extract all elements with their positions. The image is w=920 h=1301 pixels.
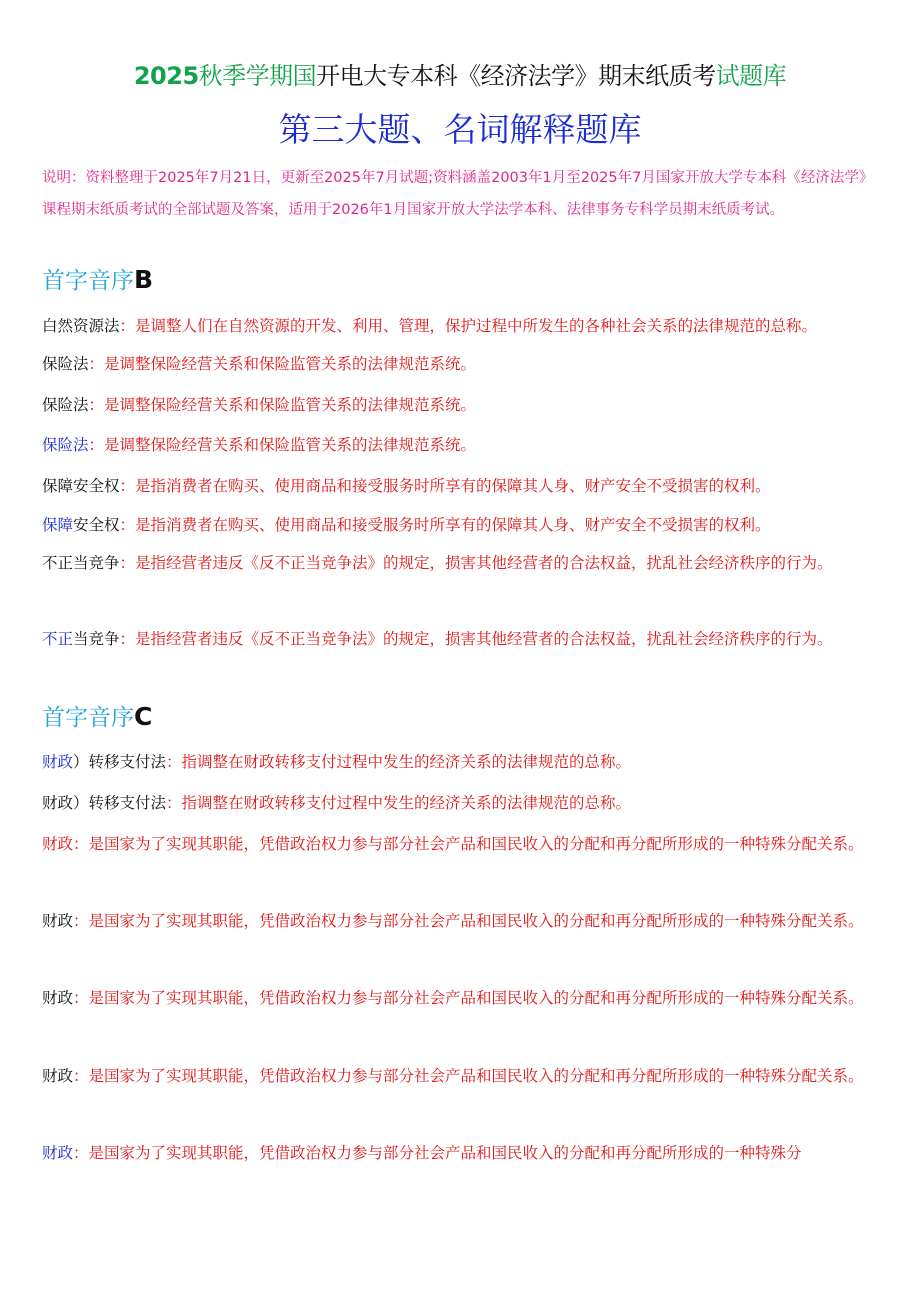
term-definition: 是国家为了实现其职能，凭借政治权力参与部分社会产品和国民收入的分配和再分配所形成的一种特殊分 <box>88 1144 802 1162</box>
term-head: 保障 <box>42 516 74 534</box>
term-definition: 指调整在财政转移支付过程中发生的经济关系的法律规范的总称。 <box>181 753 632 771</box>
term-entry <box>42 346 887 383</box>
term-definition: 是调整保险经营关系和保险监管关系的法律规范系统。 <box>104 436 477 454</box>
term-sep: ： <box>119 516 136 534</box>
term-entry <box>42 468 887 505</box>
term-sep: ： <box>119 630 136 648</box>
term-definition: 是指消费者在购买、使用商品和接受服务时所享有的保障其人身、财产安全不受损害的权利。 <box>135 516 771 534</box>
term-head: 保险法 <box>42 396 89 414</box>
term-definition: 是国家为了实现其职能，凭借政治权力参与部分社会产品和国民收入的分配和再分配所形成的一种特殊分配关系。 <box>88 912 864 930</box>
term-definition: 是调整保险经营关系和保险监管关系的法律规范系统。 <box>104 355 477 373</box>
section-heading-c <box>42 700 152 735</box>
term-sep: ： <box>73 1067 89 1085</box>
term-entry <box>42 507 887 544</box>
section-label: 首字音序 <box>42 705 134 731</box>
term-definition: 指调整在财政转移支付过程中发生的经济关系的法律规范的总称。 <box>181 794 632 812</box>
term-entry <box>42 1058 887 1095</box>
term-entry <box>42 903 887 940</box>
term-sep: ： <box>119 554 136 572</box>
section-label: 首字音序 <box>42 268 134 294</box>
title-end: 试题库 <box>715 62 787 90</box>
term-head: 财政 <box>42 989 74 1007</box>
section-heading-b <box>42 263 153 298</box>
term-entry <box>42 1135 887 1172</box>
term-definition: 是调整保险经营关系和保险监管关系的法律规范系统。 <box>104 396 477 414</box>
title-year: 2025 <box>133 62 199 90</box>
term-definition: 是国家为了实现其职能，凭借政治权力参与部分社会产品和国民收入的分配和再分配所形成的一种特殊分配关系。 <box>88 989 864 1007</box>
term-sep: ： <box>73 835 89 853</box>
term-sep: ： <box>166 753 182 771</box>
term-sep: ： <box>73 1144 89 1162</box>
term-definition: 是国家为了实现其职能，凭借政治权力参与部分社会产品和国民收入的分配和再分配所形成的一种特殊分配关系。 <box>88 835 864 853</box>
term-definition: 是指经营者违反《反不正当竞争法》的规定，损害其他经营者的合法权益，扰乱社会经济秩序的行为。 <box>135 630 833 648</box>
term-sep: ： <box>119 317 136 335</box>
description-note: 说明：资料整理于2025年7月21日，更新至2025年7月试题;资料涵盖2003年1月至2025年7月国家开放大学专本科《经济法学》课程期末纸质考试的全部试题及答案，适用于2026年1月国家开放大学法学本科、法律事务专科学员期末纸质考试。 <box>42 170 874 218</box>
term-name: ）转移支付法 <box>73 794 167 812</box>
term-entry <box>42 621 887 658</box>
term-definition: 是指经营者违反《反不正当竞争法》的规定，损害其他经营者的合法权益，扰乱社会经济秩序的行为。 <box>135 554 833 572</box>
term-entry <box>42 545 887 582</box>
term-entry <box>42 387 887 424</box>
term-sep: ： <box>88 396 105 414</box>
term-definition: 是调整人们在自然资源的开发、利用、管理，保护过程中所发生的各种社会关系的法律规范的总称。 <box>135 317 818 335</box>
term-sep: ： <box>119 477 136 495</box>
document-title <box>0 58 920 94</box>
term-head: 财政 <box>42 912 74 930</box>
term-name: ）转移支付法 <box>73 753 167 771</box>
term-name: 安全权 <box>73 477 120 495</box>
term-name: 当竞争 <box>73 630 120 648</box>
term-entry <box>42 826 887 863</box>
term-head: 保障 <box>42 477 74 495</box>
term-head: 财政 <box>42 794 74 812</box>
term-head: 财政 <box>42 753 74 771</box>
term-head: 白然 <box>42 317 74 335</box>
term-head: 不正 <box>42 554 74 572</box>
section-letter: B <box>134 265 154 294</box>
term-definition: 是国家为了实现其职能，凭借政治权力参与部分社会产品和国民收入的分配和再分配所形成的一种特殊分配关系。 <box>88 1067 864 1085</box>
term-head: 财政 <box>42 835 74 853</box>
term-entry <box>42 980 887 1017</box>
title-season: 秋季学期国 <box>198 62 317 90</box>
term-entry <box>42 427 887 464</box>
term-name: 当竞争 <box>73 554 120 572</box>
term-sep: ： <box>166 794 182 812</box>
term-sep: ： <box>73 912 89 930</box>
section-letter: C <box>134 702 153 731</box>
term-sep: ： <box>88 355 105 373</box>
term-sep: ： <box>88 436 105 454</box>
term-head: 保险法 <box>42 355 89 373</box>
title-main: 开电大专本科《经济法学》期末纸质考 <box>316 62 716 90</box>
document-subtitle: 第三大题、名词解释题库 <box>278 110 642 149</box>
term-definition: 是指消费者在购买、使用商品和接受服务时所享有的保障其人身、财产安全不受损害的权利。 <box>135 477 771 495</box>
term-head: 财政 <box>42 1144 74 1162</box>
term-head: 财政 <box>42 1067 74 1085</box>
term-name: 安全权 <box>73 516 120 534</box>
term-entry <box>42 308 887 345</box>
term-head: 不正 <box>42 630 74 648</box>
term-head: 保险法 <box>42 436 89 454</box>
term-sep: ： <box>73 989 89 1007</box>
term-name: 资源法 <box>73 317 120 335</box>
term-entry <box>42 744 887 781</box>
term-entry <box>42 785 887 822</box>
